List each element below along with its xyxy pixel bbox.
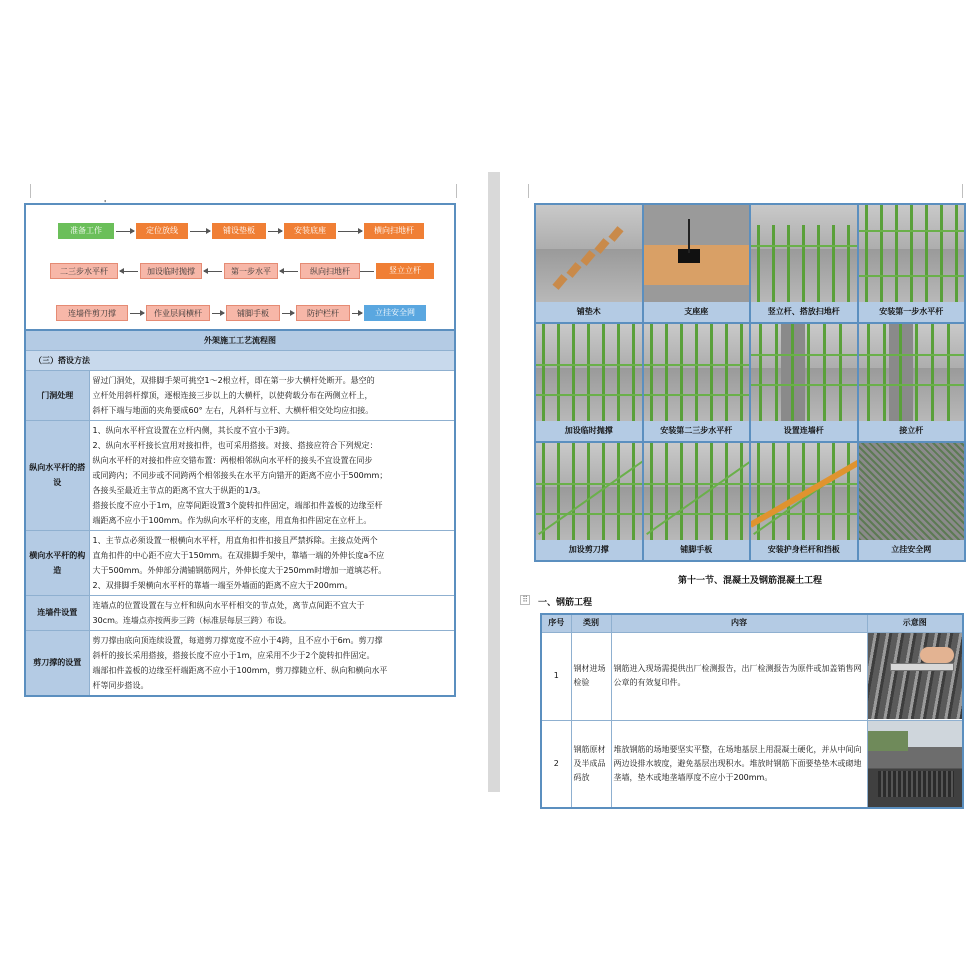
flow-node: 连墙件剪刀撑: [56, 305, 128, 321]
flow-node: 定位放线: [136, 223, 188, 239]
flow-arrow: [280, 271, 298, 272]
flow-node: 安装底座: [284, 223, 336, 239]
row-content: 连墙点的位置设置在与立杆和纵向水平杆相交的节点处，离节点间距不宜大于 30cm。连墙点亦按两步三跨（标准层每层三跨）布设。: [89, 595, 455, 630]
gallery-caption: 立挂安全网: [859, 540, 965, 560]
left-page: [22, 200, 458, 775]
flow-node: 铺脚手板: [226, 305, 280, 321]
gallery-cell: [751, 443, 857, 560]
gallery-cell: [536, 205, 642, 322]
scaffold-step-image: [859, 205, 965, 302]
move-handle-icon[interactable]: ⠿: [520, 595, 530, 605]
row-content: 堆放钢筋的场地要坚实平整，在场地基层上用混凝土硬化，并从中间向两边设排水坡度，避免基层出现积水。堆放时钢筋下面要垫垫木或砌地垄墙，垫木或地垄墙厚度不应小于200mm。: [611, 720, 867, 808]
row-number: 2: [541, 720, 571, 808]
gallery-cell: [644, 443, 750, 560]
gallery-cell: [859, 205, 965, 322]
rebar-storage-photo: [867, 720, 963, 808]
page-corner-mark: [528, 184, 529, 198]
flow-node: 横向扫地杆: [364, 223, 424, 239]
gallery-cell: [644, 205, 750, 322]
table-row: [25, 630, 455, 696]
gallery-caption: 安装第二三步水平杆: [644, 421, 750, 441]
flow-arrow: [352, 313, 362, 314]
flow-node: 立挂安全网: [364, 305, 426, 321]
flowchart-marker: ': [104, 199, 107, 208]
flow-node: 准备工作: [58, 223, 114, 239]
row-label: 纵向水平杆的搭设: [25, 420, 89, 530]
rebar-caliper-photo: [867, 632, 963, 720]
row-content: 1、主节点必须设置一根横向水平杆，用直角扣件扣接且严禁拆除。主接点处两个 直角扣件的中心距不应大于150mm。在双排脚手架中，靠墙一端的外伸长度a不应 大于500mm。外伸部分满铺钢筋网片，外伸长度大于250mm时增加一道填芯杆。 2、双排脚手架横向水平杆的靠墙一端至外墙面的距离不应大于200mm。: [89, 530, 455, 595]
subsection-title: 一、钢筋工程: [538, 598, 593, 608]
flowchart: [24, 199, 456, 329]
table-row: [25, 595, 455, 630]
page-corner-mark: [30, 184, 31, 198]
table-row: [541, 720, 963, 808]
scaffold-step-image: [751, 205, 857, 302]
row-label: 门洞处理: [25, 370, 89, 420]
col-header: 示意图: [867, 614, 963, 632]
scaffold-step-image: [644, 205, 750, 302]
row-label: 连墙件设置: [25, 595, 89, 630]
scaffold-step-image: [751, 443, 857, 540]
flow-arrow: [338, 231, 362, 232]
gallery-cell: [644, 324, 750, 441]
gallery-cell: [536, 443, 642, 560]
flow-node: 铺设垫板: [212, 223, 266, 239]
flow-node: 纵向扫地杆: [300, 263, 360, 279]
row-category: 钢材进场检验: [571, 632, 611, 720]
flow-arrow: [116, 231, 134, 232]
flow-arrow: [130, 313, 144, 314]
gallery-caption: 安装第一步水平杆: [859, 302, 965, 322]
gallery-caption: 安装护身栏杆和挡板: [751, 540, 857, 560]
flow-node: 第一步水平: [224, 263, 278, 279]
scaffold-step-image: [644, 443, 750, 540]
flow-node: 竖立立杆: [376, 263, 434, 279]
gallery-caption: 铺垫木: [536, 302, 642, 322]
row-content: 1、纵向水平杆宜设置在立杆内侧，其长度不宜小于3跨。 2、纵向水平杆接长宜用对接扣件，也可采用搭接。对接、搭接应符合下列规定： 纵向水平杆的对接扣件应交错布置：两根相邻纵向水平杆的接头不宜设置在同步 或同跨内；不同步或不同跨两个相邻接头在水平方向错开的距离不应小于500mm； 各接头至最近主节点的距离不宜大于纵距的1/3。 搭接长度不应小于1m，应等间距设置3个旋转扣件固定，端部扣件盖板的边缘至杆 端距离不应小于100mm。作为纵向水平杆的支座，用直角扣件固定在立杆上。: [89, 420, 455, 530]
flow-arrow: [268, 231, 282, 232]
flow-arrow: [282, 313, 294, 314]
scaffold-step-image: [751, 324, 857, 421]
table-row: [25, 420, 455, 530]
scaffold-step-image: [536, 443, 642, 540]
flow-arrow: [204, 271, 222, 272]
gallery-caption: 支座座: [644, 302, 750, 322]
gallery-caption: 加设剪刀撑: [536, 540, 642, 560]
row-category: 钢筋原材及半成品码放: [571, 720, 611, 808]
scaffold-step-image: [536, 205, 642, 302]
rebar-table: [540, 613, 964, 809]
gallery-cell: [859, 443, 965, 560]
gallery-caption: 设置连墙杆: [751, 421, 857, 441]
scaffold-step-image: [859, 443, 965, 540]
table-row: [25, 370, 455, 420]
gallery-cell: [751, 324, 857, 441]
scaffold-step-image: [536, 324, 642, 421]
table-row: [25, 530, 455, 595]
row-content: 剪刀撑由底向顶连续设置，每道剪刀撑宽度不应小于4跨，且不应小于6m。剪刀撑 斜杆的接长采用搭接，搭接长度不应小于1m，应采用不少于2个旋转扣件固定。 端部扣件盖板的边缘至杆端距离不应小于100mm，剪刀撑随立杆、纵向和横向水平 杆等同步搭设。: [89, 630, 455, 696]
table-row: [541, 632, 963, 720]
flow-node: 二三步水平杆: [50, 263, 118, 279]
section-heading: （三）搭设方法: [25, 350, 455, 370]
flow-arrow: [212, 313, 224, 314]
scaffold-step-image: [644, 324, 750, 421]
col-header: 序号: [541, 614, 571, 632]
page-divider: [488, 172, 500, 792]
row-label: 剪刀撑的设置: [25, 630, 89, 696]
gallery-cell: [751, 205, 857, 322]
section-title: 第十一节、混凝土及钢筋混凝土工程: [677, 576, 822, 586]
flow-node: 防护栏杆: [296, 305, 350, 321]
gallery-caption: 铺脚手板: [644, 540, 750, 560]
scaffold-step-image: [859, 324, 965, 421]
row-number: 1: [541, 632, 571, 720]
row-content: 留过门洞处，双排脚手架可挑空1～2根立杆，即在第一步大横杆处断开。悬空的 立杆处用斜杆撑顶，逐根连接三步以上的大横杆，以使荷载分布在两侧立杆上， 斜杆下端与地面的夹角要成60° 左右，凡斜杆与立杆、大横杆相交处均应扣接。: [89, 370, 455, 420]
row-content: 钢筋进入现场需提供出厂检测报告，出厂检测报告为原件或加盖销售网公章的有效复印件。: [611, 632, 867, 720]
gallery-caption: 竖立杆、搭放扫地杆: [751, 302, 857, 322]
page-corner-mark: [456, 184, 457, 198]
gallery-cell: [859, 324, 965, 441]
col-header: 类别: [571, 614, 611, 632]
page-corner-mark: [962, 184, 963, 198]
gallery-caption: 加设临时抛撑: [536, 421, 642, 441]
gallery-cell: [536, 324, 642, 441]
flow-arrow: [190, 231, 210, 232]
flow-node: 加设临时抛撑: [140, 263, 202, 279]
gallery-caption: 接立杆: [859, 421, 965, 441]
table-title: 外架施工工艺流程图: [25, 330, 455, 350]
row-label: 横向水平杆的构造: [25, 530, 89, 595]
flow-node: 作业层间横杆: [146, 305, 210, 321]
scaffold-step-gallery: [534, 203, 966, 562]
flow-arrow: [120, 271, 138, 272]
right-page: [522, 200, 967, 800]
col-header: 内容: [611, 614, 867, 632]
construction-method-table: [24, 329, 456, 697]
